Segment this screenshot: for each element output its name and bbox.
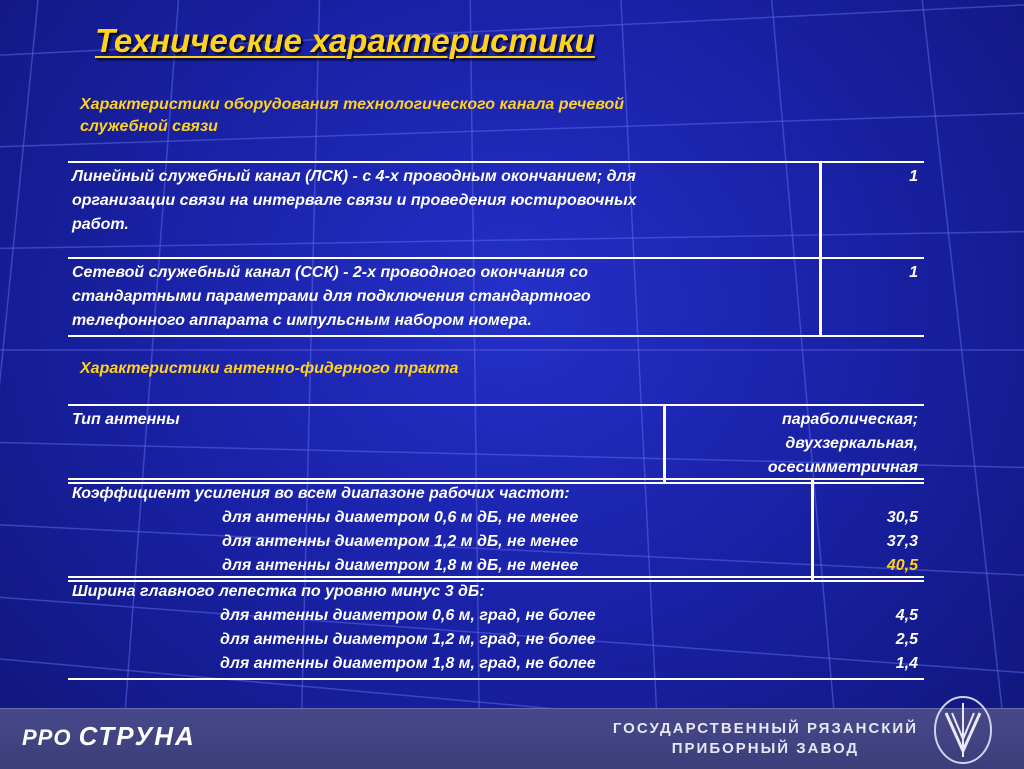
antenna-type-value (665, 405, 925, 483)
beamwidth-description (68, 577, 814, 679)
gain-item-label: для антенны диаметром 0,6 м дБ, не менее (222, 509, 579, 526)
gain-item-value: 37,3 (886, 533, 918, 550)
antenna-type-label: Тип антенны (72, 411, 180, 428)
footer-bar (0, 708, 1024, 769)
beamwidth-item-value: 1,4 (895, 655, 918, 672)
table-row (68, 405, 924, 483)
organization-line: ПРИБОРНЫЙ ЗАВОД (671, 740, 860, 757)
antenna-type-line: параболическая; (781, 411, 918, 428)
brand-name: СТРУНА (78, 721, 196, 751)
gryazan-plant-logo-icon (928, 695, 998, 765)
organization-line: ГОСУДАРСТВЕННЫЙ РЯЗАНСКИЙ (612, 720, 918, 737)
antenna-table (68, 404, 924, 484)
gain-item-label: для антенны диаметром 1,2 м дБ, не менее (222, 533, 579, 550)
row-description (68, 162, 821, 258)
service-channel-table (68, 161, 924, 337)
table-row (68, 258, 924, 336)
section-title-line: Характеристики оборудования технологического канала речевой (80, 96, 625, 113)
gain-table (68, 478, 924, 582)
row-value: 1 (821, 162, 925, 258)
table-row (68, 577, 924, 679)
section-title-line: служебной связи (80, 118, 218, 135)
gain-item-label: для антенны диаметром 1,8 м дБ, не менее (222, 557, 579, 574)
beamwidth-table (68, 576, 924, 680)
row-text-line: работ. (72, 216, 129, 233)
beamwidth-item-label: для антенны диаметром 1,2 м, град, не более (220, 631, 596, 648)
brand-prefix: РРО (22, 725, 72, 750)
beamwidth-heading: Ширина главного лепестка по уровню минус 3 дБ: (72, 583, 485, 600)
gain-description (68, 479, 813, 581)
row-text-line: Линейный служебный канал (ЛСК) - с 4-х проводным окончанием; для (72, 168, 636, 185)
brand-logo-text (22, 721, 196, 752)
row-text-line: стандартными параметрами для подключения стандартного (72, 288, 591, 305)
beamwidth-item-label: для антенны диаметром 1,8 м, град, не более (220, 655, 596, 672)
section-title-equipment (80, 94, 624, 138)
row-text-line: Сетевой служебный канал (ССК) - 2-х проводного окончания со (72, 264, 589, 281)
row-text-line: телефонного аппарата с импульсным набором номера. (72, 312, 532, 329)
table-row (68, 162, 924, 258)
gain-item-value: 40,5 (886, 557, 918, 574)
table-row (68, 479, 924, 581)
beamwidth-item-value: 2,5 (895, 631, 918, 648)
antenna-type-line: двухзеркальная, (785, 435, 918, 452)
antenna-type-line: осесимметричная (767, 459, 918, 476)
row-text-line: организации связи на интервале связи и проведения юстировочных (72, 192, 637, 209)
beamwidth-item-label: для антенны диаметром 0,6 м, град, не более (220, 607, 596, 624)
row-description (68, 258, 821, 336)
row-value: 1 (821, 258, 925, 336)
gain-item-value: 30,5 (886, 509, 918, 526)
page-title: Технические характеристики (95, 22, 595, 59)
organization-name (613, 719, 918, 759)
beamwidth-item-value: 4,5 (895, 607, 918, 624)
beamwidth-values (814, 577, 924, 679)
gain-heading: Коэффициент усиления во всем диапазоне рабочих частот: (72, 485, 570, 502)
section-title-antenna: Характеристики антенно-фидерного тракта (80, 360, 459, 377)
gain-values (813, 479, 925, 581)
